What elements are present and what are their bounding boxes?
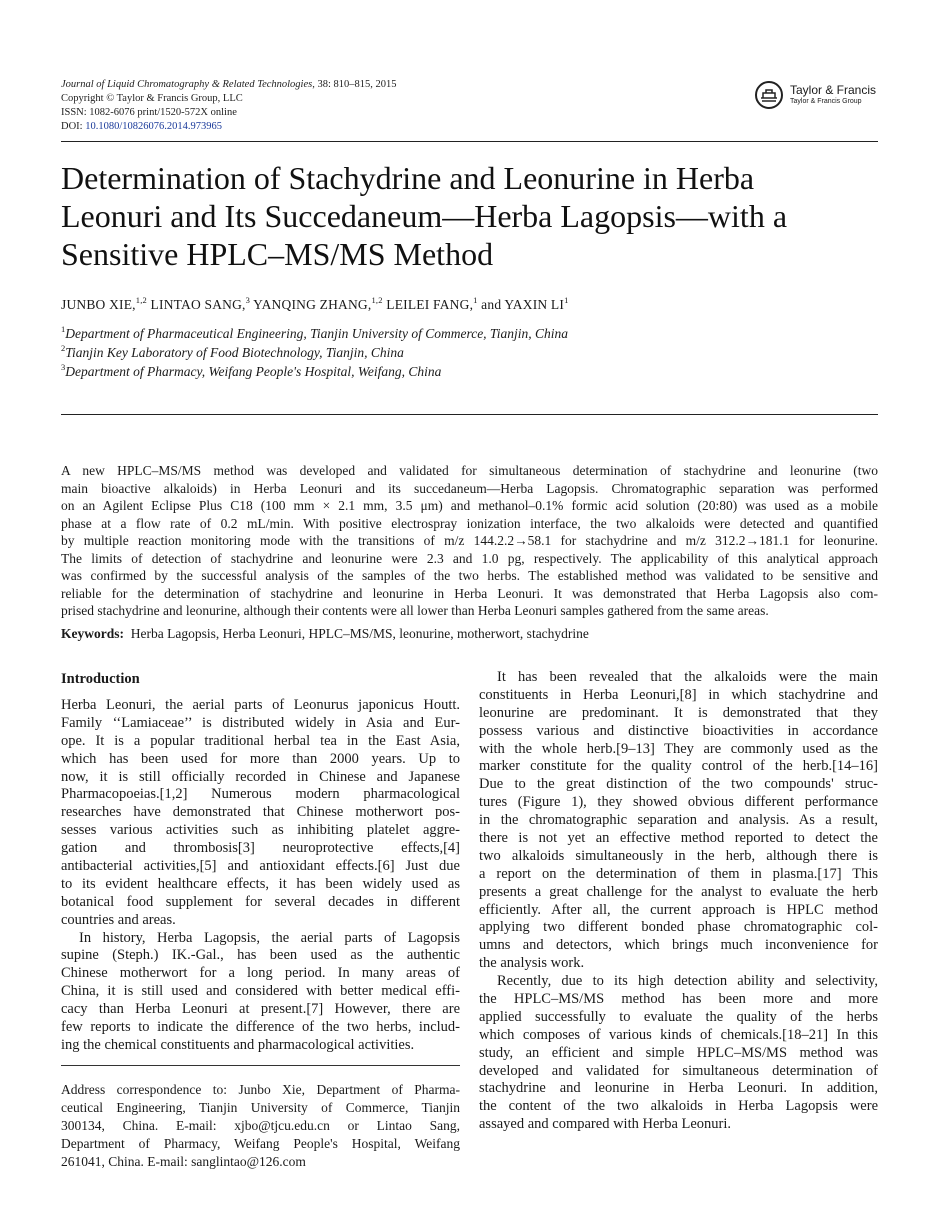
- affiliation: $^1$Department of Pharmaceutical Engineering, Tianjin University of Commerce, Tianjin, China: [61, 324, 568, 341]
- intro-left-lines: [61, 697, 460, 1055]
- section-heading: Introduction: [61, 671, 140, 687]
- author: and YAXIN $LI^1$: [477, 295, 569, 312]
- paragraph-line: leonurine are predominant. It is demonstrated that they: [479, 704, 878, 721]
- paragraph-line: the analysis work.: [479, 955, 585, 972]
- abstract-line: main bioactive alkaloids) in Herba Leonuri and its succedaneum—Herba Lagopsis. Chromatographic separation was performed: [61, 480, 878, 496]
- paragraph-line: stachydrine and leonurine in Herba Leonuri. In addition,: [479, 1080, 878, 1097]
- paragraph-line: Pharmacopoeias.[1,2] Numerous modern pharmacological: [61, 786, 460, 803]
- publisher-logo: [754, 80, 884, 112]
- paragraph-line: which composes of various kinds of chemicals.[18–21] In this: [479, 1026, 878, 1043]
- keywords-text: Herba Lagopsis, Herba Leonuri, HPLC–MS/MS, leonurine, motherwort, stachydrine: [130, 626, 589, 641]
- intro-right-lines: [479, 669, 878, 1134]
- paragraph-line: researches have demonstrated that Chinese motherwort pos-: [61, 804, 460, 821]
- issn: ISSN: 1082-6076 print/1520-572X online: [61, 107, 237, 118]
- intro-right-column: [479, 669, 878, 1134]
- abstract-line: A new HPLC–MS/MS method was developed and validated for simultaneous determination of stachydrine and leonurine (two: [61, 463, 878, 478]
- paragraph-line: assayed and compared with Herba Leonuri.: [479, 1116, 732, 1133]
- doi-link[interactable]: 10.1080/10826076.2014.973965: [85, 121, 223, 132]
- publisher-logo-icon: [754, 80, 784, 110]
- paragraph-line: Chinese motherwort for a long period. In many areas of: [61, 965, 460, 982]
- paragraph-line: applying two different bonded phase chromatographic col-: [479, 919, 878, 936]
- paragraph-line: botanical food supplement for several decades in different: [61, 893, 460, 910]
- title-line: Determination of Stachydrine and Leonurine in Herba: [61, 160, 755, 196]
- journal-citation: Journal of Liquid Chromatography & Related Technologies, 38: 810–815, 2015: [61, 79, 397, 90]
- paragraph-line: umns and detectors, which brings much inconvenience for: [479, 937, 878, 954]
- article-title: [61, 159, 881, 273]
- footnote-line: Address correspondence to: Junbo Xie, Department of Pharma-: [61, 1082, 460, 1097]
- abstract: [61, 462, 878, 620]
- footnote-line: ceutical Engineering, Tianjin University of Commerce, Tianjin: [61, 1099, 460, 1115]
- abstract-line: The limits of detection of stachydrine and leonurine were 2.3 and 1.0 pg, respectively. The applicability of this analytical approach: [61, 550, 878, 566]
- paragraph-line: constituents in Herba Leonuri,[8] in which stachydrine and: [479, 686, 878, 703]
- title-line: Leonuri and Its Succedaneum—Herba Lagopsis—with a: [61, 198, 788, 234]
- copyright: Copyright © Taylor & Francis Group, LLC: [61, 93, 243, 104]
- paragraph-line: a report on the determination of them in plasma.[17] This: [479, 865, 878, 882]
- publisher-name: Taylor & Francis: [790, 83, 877, 97]
- keywords: [61, 626, 589, 642]
- paragraph-line: Due to the great distinction of the two compounds' struc-: [479, 776, 878, 793]
- paragraph-line: two alkaloids simultaneously in the herb, although there is: [479, 847, 878, 864]
- publisher-sub: Taylor & Francis Group: [790, 98, 862, 105]
- paragraph-line: the HPLC–MS/MS method has been more and more: [479, 991, 878, 1008]
- paragraph-line: In history, Herba Lagopsis, the aerial parts of Lagopsis: [79, 929, 460, 946]
- header-rule: [61, 141, 878, 142]
- paragraph-line: few reports to indicate the difference of the two herbs, includ-: [61, 1019, 460, 1036]
- footnote-line: 300134, China. E-mail: xjbo@tjcu.edu.cn or Lintao Sang,: [61, 1117, 460, 1133]
- paragraph-line: It has been revealed that the alkaloids were the main: [497, 669, 878, 685]
- paragraph-line: the content of the two alkaloids in Herba Lagopsis were: [479, 1098, 878, 1115]
- correspondence-footnote: [61, 1081, 460, 1170]
- title-line: Sensitive HPLC–MS/MS Method: [61, 236, 494, 272]
- paragraph-line: which has been used for more than 2000 years. Up to: [61, 750, 460, 767]
- paragraph-line: China, it is still used and considered with better medical effi-: [61, 983, 460, 1000]
- abstract-rule: [61, 414, 878, 415]
- paragraph-line: study, an efficient and simple HPLC–MS/MS method was: [479, 1044, 878, 1061]
- author: YANQING ZHANG,$^{1,2}$: [250, 295, 383, 312]
- paragraph-line: possess various and distinctive bioactivities in accordance: [479, 722, 878, 739]
- footnote-line: Department of Pharmacy, Weifang People's Hospital, Weifang: [61, 1135, 460, 1151]
- affiliation: $^3$Department of Pharmacy, Weifang People's Hospital, Weifang, China: [61, 362, 442, 379]
- paragraph-line: ing the chemical constituents and pharmacological activities.: [61, 1036, 415, 1053]
- paragraph-line: to its evident healthcare effects, it has been widely used as: [61, 875, 460, 892]
- paragraph-line: ope. It is a popular traditional herbal tea in the East Asia,: [61, 732, 460, 749]
- keywords-label: Keywords:: [61, 626, 124, 641]
- paragraph-line: Family ‘‘Lamiaceae’’ is distributed widely in Asia and Eur-: [61, 714, 460, 731]
- footnote-rule: [61, 1065, 460, 1066]
- abstract-line: was confirmed by the successful analysis of the samples of the two herbs. The established method was validated to be sensitive and: [61, 568, 878, 583]
- paragraph-line: gation and thrombosis[3] neuroprotective effects,[4]: [61, 840, 460, 857]
- abstract-line: by multiple reaction monitoring mode with the transitions of m/z 144.2.2→58.1 for stachydrine and m/z 312.2→181.1 for leonurine.: [61, 533, 878, 548]
- paragraph-line: countries and areas.: [61, 911, 176, 928]
- author: LINTAO SANG,$^3$: [146, 295, 251, 312]
- author: JUNBO XIE,$^{1,2}$: [61, 295, 147, 312]
- abstract-line: prised stachydrine and leonurine, although their contents were all lower than Herba Leonuri samples gathered from the same areas.: [61, 603, 769, 618]
- abstract-line: on an Agilent Eclipse Plus C18 (100 mm × 2.1 mm, 3.5 μm) and methanol–0.1% formic acid solution (20:80) was used as a mobile: [61, 498, 878, 513]
- intro-left-column: [61, 671, 460, 1055]
- paragraph-line: supine (Steph.) IK.-Gal., has been used as the authentic: [61, 947, 460, 964]
- paragraph-line: presents a great challenge for the analyst to evaluate the herb: [479, 883, 878, 900]
- paragraph-line: cacy than Herba Leonuri at present.[7] However, there are: [61, 1001, 460, 1018]
- paragraph-line: now, it is still officially recorded in Chinese and Japanese: [61, 768, 460, 785]
- paragraph-line: in the chromatographic separation and analysis. As a result,: [479, 812, 878, 829]
- paragraph-line: marker constitute for the quality control of the herb.[14–16]: [479, 758, 878, 775]
- paragraph-line: tures (Figure 1), they showed obvious different performance: [479, 794, 878, 811]
- paragraph-line: with the whole herb.[9–13] They are commonly used as the: [479, 740, 878, 757]
- footnote-line: 261041, China. E-mail: sanglintao@126.com: [61, 1153, 306, 1169]
- author-list: [61, 297, 569, 313]
- doi: DOI: 10.1080/10826076.2014.973965: [61, 121, 223, 132]
- paragraph-line: efficiently. After all, the current approach is HPLC method: [479, 901, 878, 918]
- author: LEILEI FANG,$^1$: [382, 295, 478, 312]
- paragraph-line: Recently, due to its high detection ability and selectivity,: [497, 973, 878, 990]
- abstract-line: reliable for the determination of stachydrine and leonurine in Herba Leonuri. It was demonstrated that Herba Lagopsis also com-: [61, 585, 878, 601]
- paragraph-line: sesses various activities such as inhibiting platelet aggre-: [61, 822, 460, 839]
- abstract-line: phase at a flow rate of 0.2 mL/min. With positive electrospray ionization interface, the two alkaloids were detected and quantified: [61, 515, 878, 531]
- paragraph-line: applied successfully to evaluate the quality of the herbs: [479, 1008, 878, 1025]
- paragraph-line: there is not yet an effective method reported to detect the: [479, 830, 878, 847]
- paragraph-line: developed and validated for simultaneous determination of: [479, 1062, 878, 1079]
- affiliation: $^2$Tianjin Key Laboratory of Food Biotechnology, Tianjin, China: [61, 343, 404, 360]
- paragraph-line: antibacterial activities,[5] and antioxidant effects.[6] Just due: [61, 858, 460, 875]
- journal-meta: [61, 78, 397, 134]
- affiliations: [61, 325, 568, 382]
- paragraph-line: Herba Leonuri, the aerial parts of Leonurus japonicus Houtt.: [61, 697, 460, 713]
